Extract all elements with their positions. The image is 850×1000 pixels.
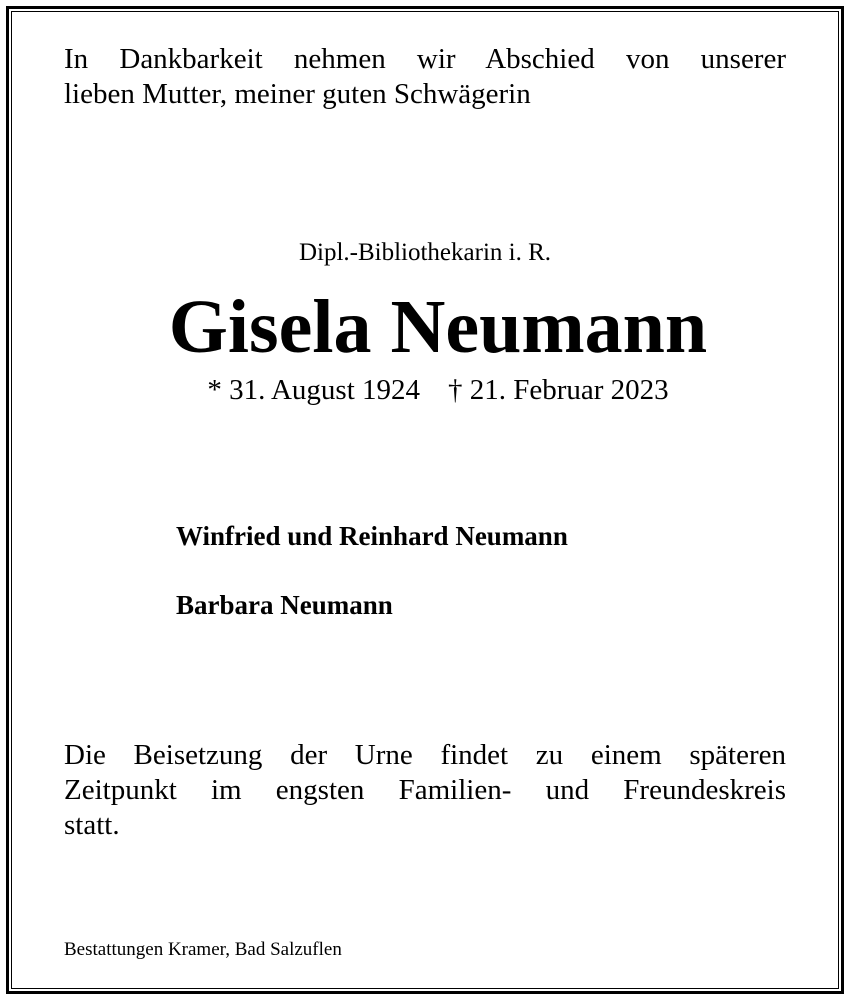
mourner-name: Barbara Neumann <box>176 590 393 620</box>
funeral-notice <box>64 738 786 843</box>
intro-line: lieben Mutter, meiner guten Schwägerin <box>64 78 531 110</box>
funeral-home: Bestattungen Kramer, Bad Salzuflen <box>64 939 342 960</box>
life-dates <box>0 372 850 408</box>
mourner-name: Winfried und Reinhard Neumann <box>176 521 568 551</box>
deceased-name: Gisela Neumann <box>168 285 708 369</box>
intro-line: In Dankbarkeit nehmen wir Abschied von unserer <box>64 43 786 75</box>
death-date: † 21. Februar 2023 <box>448 374 669 406</box>
closing-line: Die Beisetzung der Urne findet zu einem späteren <box>64 739 786 771</box>
deceased-title: Dipl.-Bibliothekarin i. R. <box>298 239 552 266</box>
closing-line: Zeitpunkt im engsten Familien- und Freundeskreis <box>64 774 786 806</box>
birth-date: * 31. August 1924 <box>207 374 420 406</box>
intro-text <box>64 42 786 112</box>
closing-line: statt. <box>64 809 120 841</box>
